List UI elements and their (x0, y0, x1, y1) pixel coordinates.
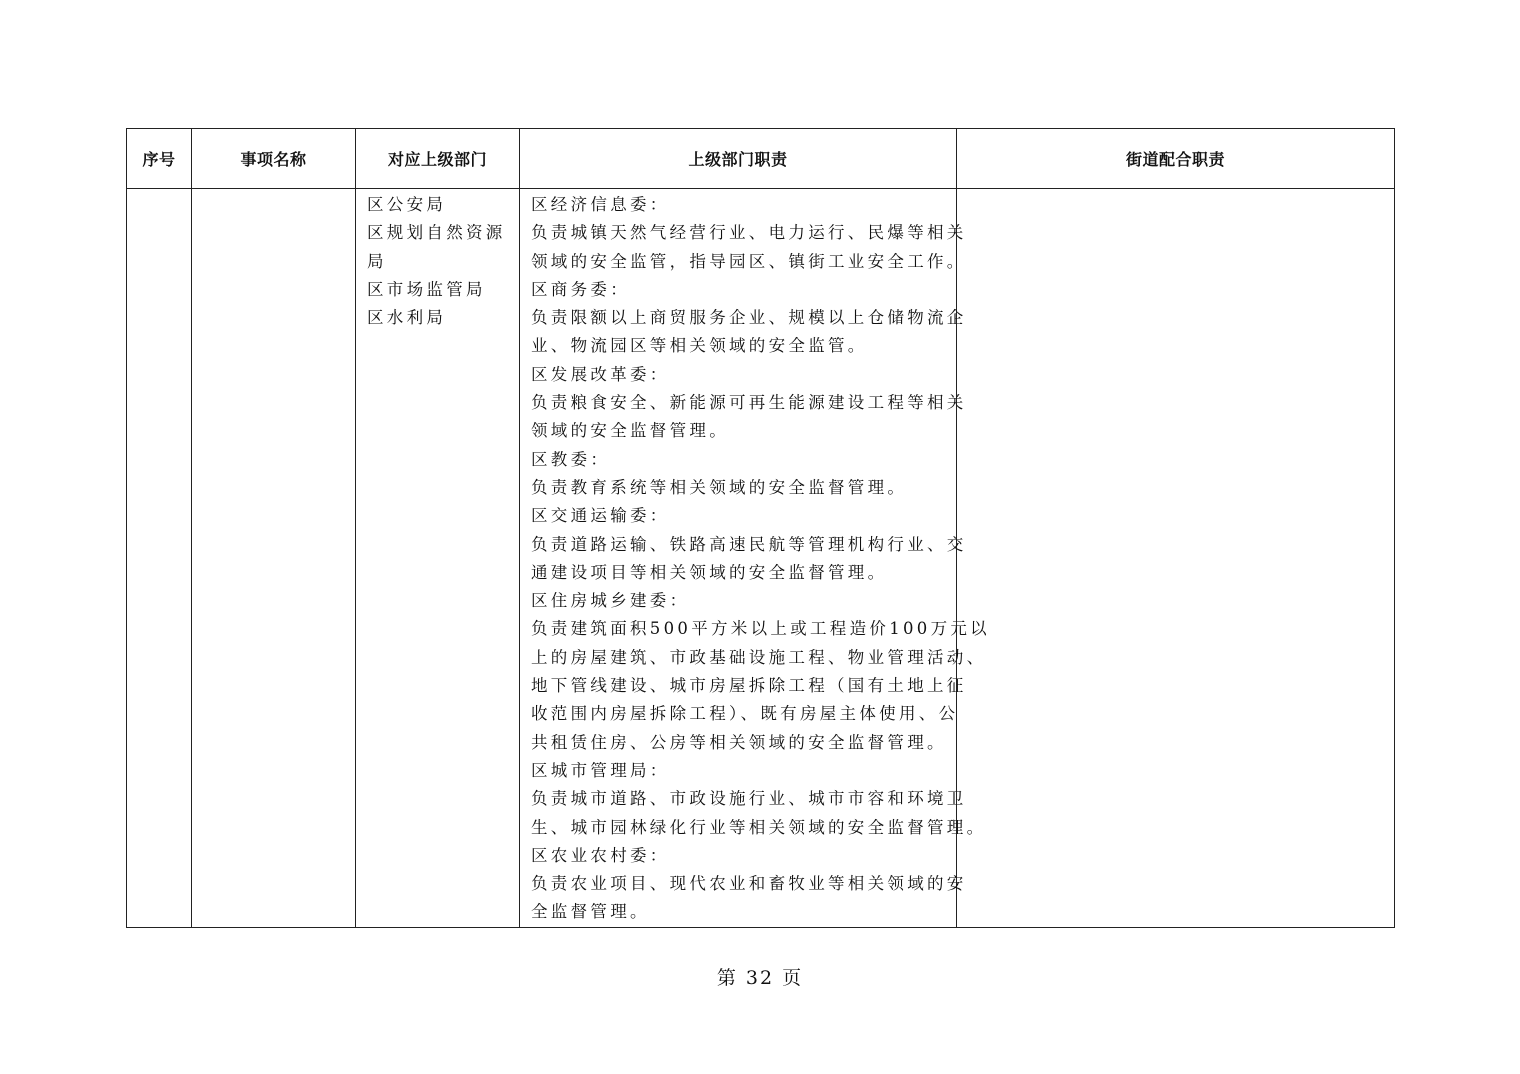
duty-line: 领域的安全监管，指导园区、镇街工业安全工作。 (531, 251, 967, 271)
duty-line: 负责建筑面积500平方米以上或工程造价100万元以 (531, 619, 990, 639)
duty-line: 负责道路运输、铁路高速民航等管理机构行业、交 (531, 534, 967, 554)
duty-line: 区发展改革委： (531, 364, 670, 384)
superior-duty-lines (520, 189, 990, 927)
dept-line: 局 (367, 251, 387, 271)
duty-line: 负责限额以上商贸服务企业、规模以上仓储物流企 (531, 308, 967, 328)
cell-superior-duty (520, 189, 990, 928)
duty-line: 负责教育系统等相关领域的安全监督管理。 (531, 477, 908, 497)
header-item-name: 事项名称 (192, 129, 356, 189)
duty-line: 负责粮食安全、新能源可再生能源建设工程等相关 (531, 393, 967, 413)
cell-superior-dept (356, 189, 520, 928)
duty-line: 领域的安全监督管理。 (531, 421, 729, 441)
duty-line: 负责城镇天然气经营行业、电力运行、民爆等相关 (531, 223, 967, 243)
duty-line: 通建设项目等相关领域的安全监督管理。 (531, 562, 888, 582)
cell-item-name (192, 189, 356, 928)
duty-line: 区住房城乡建委： (531, 591, 690, 611)
duty-line: 负责农业项目、现代农业和畜牧业等相关领域的安 (531, 874, 967, 894)
duty-line: 全监督管理。 (531, 902, 650, 922)
duty-line: 区城市管理局： (531, 760, 670, 780)
duty-line: 区交通运输委： (531, 506, 670, 526)
duty-line: 区商务委： (531, 279, 630, 299)
duty-line: 区教委： (531, 449, 611, 469)
page-number: 第 32 页 (716, 967, 804, 989)
header-street-duty: 街道配合职责 (957, 129, 1395, 189)
header-seq: 序号 (127, 129, 192, 189)
duty-line: 共租赁住房、公房等相关领域的安全监督管理。 (531, 732, 947, 752)
header-superior-dept: 对应上级部门 (356, 129, 520, 189)
dept-line: 区规划自然资源 (367, 223, 506, 243)
cell-seq (127, 189, 192, 928)
dept-line: 区水利局 (367, 308, 447, 328)
duty-line: 区农业农村委： (531, 845, 670, 865)
duty-line: 负责城市道路、市政设施行业、城市市容和环境卫 (531, 789, 967, 809)
dept-line: 区市场监管局 (367, 279, 486, 299)
superior-dept-lines (356, 189, 519, 332)
duty-line: 生、城市园林绿化行业等相关领域的安全监督管理。 (531, 817, 987, 837)
table-header-row (127, 129, 1395, 189)
cell-street-duty (957, 189, 1395, 928)
dept-line: 区公安局 (367, 195, 447, 214)
table-row (127, 189, 1395, 928)
duty-line: 上的房屋建筑、市政基础设施工程、物业管理活动、 (531, 647, 987, 667)
duty-line: 地下管线建设、城市房屋拆除工程（国有土地上征 (531, 676, 967, 696)
duty-table (126, 128, 1395, 928)
header-superior-duty: 上级部门职责 (520, 129, 957, 189)
duty-line: 区经济信息委： (531, 195, 670, 214)
duty-line: 收范围内房屋拆除工程）、既有房屋主体使用、公 (531, 704, 959, 724)
duty-line: 业、物流园区等相关领域的安全监管。 (531, 336, 868, 356)
